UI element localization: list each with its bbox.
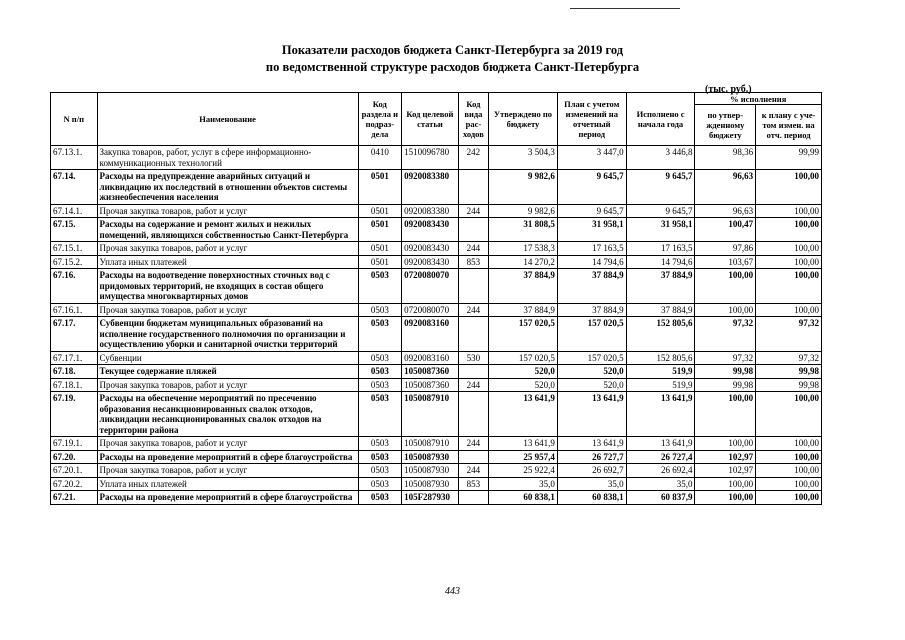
row-pct-plan: 100,00 [756,491,822,505]
row-pct-plan: 97,32 [756,317,822,352]
row-name: Прочая закупка товаров, работ и услуг [97,464,358,478]
row-pct-approved: 100,47 [695,218,756,242]
table-row [51,378,822,392]
row-executed: 9 645,7 [626,204,695,218]
top-rule [570,8,680,9]
row-approved: 60 838,1 [489,491,558,505]
row-pct-plan: 100,00 [756,450,822,464]
row-approved: 3 504,3 [489,146,558,170]
row-pct-plan: 100,00 [756,255,822,269]
row-pct-approved: 97,32 [695,351,756,365]
row-target: 0920083380 [402,204,459,218]
row-target: 0920083430 [402,255,459,269]
row-approved: 9 982,6 [489,204,558,218]
row-pct-plan: 97,32 [756,351,822,365]
row-num: 67.17. [51,317,98,352]
row-pct-approved: 100,00 [695,491,756,505]
row-section: 0410 [358,146,402,170]
row-executed: 37 884,9 [626,269,695,304]
row-plan: 13 641,9 [557,437,626,451]
row-target: 105F287930 [402,491,459,505]
row-target: 0920083430 [402,242,459,256]
row-name: Прочая закупка товаров, работ и услуг [97,378,358,392]
header-name: Наименование [97,93,358,146]
row-pct-plan: 100,00 [756,437,822,451]
row-plan: 13 641,9 [557,392,626,437]
row-pct-approved: 96,63 [695,204,756,218]
row-plan: 37 884,9 [557,269,626,304]
row-num: 67.14. [51,170,98,205]
table-row [51,450,822,464]
row-target: 1050087360 [402,365,459,379]
row-plan: 9 645,7 [557,170,626,205]
row-executed: 9 645,7 [626,170,695,205]
row-num: 67.15. [51,218,98,242]
row-name: Прочая закупка товаров, работ и услуг [97,204,358,218]
row-approved: 37 884,9 [489,269,558,304]
row-type [458,269,488,304]
row-name: Уплата иных платежей [97,477,358,491]
header-num: N п/п [51,93,98,146]
table-row [51,392,822,437]
row-section: 0503 [358,378,402,392]
row-target: 1510096780 [402,146,459,170]
row-pct-approved: 99,98 [695,365,756,379]
row-type: 530 [458,351,488,365]
row-section: 0503 [358,437,402,451]
row-plan: 60 838,1 [557,491,626,505]
header-type: Код вида рас-ходов [458,93,488,146]
table-row [51,464,822,478]
row-num: 67.20.2. [51,477,98,491]
row-section: 0501 [358,218,402,242]
table-row [51,242,822,256]
row-section: 0501 [358,242,402,256]
budget-table [50,92,822,505]
row-pct-plan: 100,00 [756,242,822,256]
table-row [51,146,822,170]
row-type: 244 [458,242,488,256]
row-section: 0503 [358,269,402,304]
row-executed: 35,0 [626,477,695,491]
row-pct-approved: 103,67 [695,255,756,269]
page-title [0,42,905,76]
row-section: 0503 [358,491,402,505]
row-target: 1050087910 [402,437,459,451]
row-approved: 37 884,9 [489,303,558,317]
row-section: 0503 [358,392,402,437]
row-name: Прочая закупка товаров, работ и услуг [97,242,358,256]
row-executed: 37 884,9 [626,303,695,317]
row-approved: 157 020,5 [489,317,558,352]
row-section: 0501 [358,170,402,205]
row-pct-plan: 100,00 [756,204,822,218]
table-row [51,365,822,379]
row-approved: 13 641,9 [489,392,558,437]
row-approved: 14 270,2 [489,255,558,269]
row-num: 67.16. [51,269,98,304]
row-section: 0503 [358,464,402,478]
row-pct-approved: 102,97 [695,464,756,478]
row-section: 0501 [358,204,402,218]
row-target: 1050087910 [402,392,459,437]
header-target: Код целевой статьи [402,93,459,146]
row-executed: 13 641,9 [626,437,695,451]
row-type [458,365,488,379]
row-name: Текущее содержание пляжей [97,365,358,379]
row-num: 67.15.1. [51,242,98,256]
row-executed: 14 794,6 [626,255,695,269]
row-num: 67.14.1. [51,204,98,218]
row-plan: 157 020,5 [557,317,626,352]
row-name: Расходы на предупреждение аварийных ситуаций и ликвидацию их последствий в отношении объектов системы жизнеобеспечения населения [97,170,358,205]
title-line-2: по ведомственной структуре расходов бюджета Санкт-Петербурга [265,60,640,74]
row-num: 67.17.1. [51,351,98,365]
header-pct-approved: по утвер-жденному бюджету [695,105,756,146]
row-approved: 13 641,9 [489,437,558,451]
row-pct-plan: 100,00 [756,269,822,304]
row-num: 67.20. [51,450,98,464]
row-plan: 520,0 [557,365,626,379]
row-plan: 3 447,0 [557,146,626,170]
row-pct-plan: 100,00 [756,464,822,478]
table-row [51,491,822,505]
row-num: 67.21. [51,491,98,505]
row-executed: 26 727,4 [626,450,695,464]
row-pct-approved: 98,36 [695,146,756,170]
row-pct-approved: 100,00 [695,303,756,317]
units-label: (тыс. руб.) [705,84,752,95]
row-target: 1050087930 [402,477,459,491]
row-executed: 17 163,5 [626,242,695,256]
row-num: 67.16.1. [51,303,98,317]
row-executed: 13 641,9 [626,392,695,437]
row-type [458,392,488,437]
row-name: Расходы на водоотведение поверхностных сточных вод с придомовых территорий, не входящих в состав общего имущества многоквартирных домов [97,269,358,304]
row-approved: 35,0 [489,477,558,491]
table-row [51,303,822,317]
row-name: Расходы на обеспечение мероприятий по пресечению образования несанкционированных свалок отходов, ликвидации несанкционированных свалок отходов на территории района [97,392,358,437]
row-num: 67.13.1. [51,146,98,170]
row-num: 67.18.1. [51,378,98,392]
row-type: 242 [458,146,488,170]
row-target: 0920083160 [402,351,459,365]
row-name: Субвенции бюджетам муниципальных образований на исполнение государственного полномочия по организации и осуществлению уборки и санитарной очистки территорий [97,317,358,352]
row-plan: 14 794,6 [557,255,626,269]
row-num: 67.18. [51,365,98,379]
row-target: 0920083430 [402,218,459,242]
row-plan: 520,0 [557,378,626,392]
row-plan: 26 692,7 [557,464,626,478]
row-plan: 26 727,7 [557,450,626,464]
row-approved: 25 922,4 [489,464,558,478]
row-section: 0503 [358,351,402,365]
row-type [458,450,488,464]
row-pct-plan: 100,00 [756,477,822,491]
row-type [458,317,488,352]
header-section: Код раздела и подраз-дела [358,93,402,146]
row-approved: 17 538,3 [489,242,558,256]
row-pct-approved: 97,86 [695,242,756,256]
row-pct-approved: 96,63 [695,170,756,205]
row-pct-approved: 100,00 [695,269,756,304]
row-target: 1050087930 [402,464,459,478]
row-num: 67.15.2. [51,255,98,269]
row-name: Расходы на содержание и ремонт жилых и нежилых помещений, являющихся собственностью Санкт-Петербурга [97,218,358,242]
row-num: 67.19. [51,392,98,437]
row-pct-plan: 100,00 [756,392,822,437]
row-num: 67.19.1. [51,437,98,451]
row-executed: 60 837,9 [626,491,695,505]
row-num: 67.20.1. [51,464,98,478]
header-pct-plan: к плану с уче-том измен. на отч. период [756,105,822,146]
row-pct-plan: 100,00 [756,303,822,317]
row-pct-approved: 99,98 [695,378,756,392]
table-row [51,437,822,451]
row-pct-plan: 100,00 [756,218,822,242]
table-body [51,146,822,505]
row-name: Расходы на проведение мероприятий в сфере благоустройства [97,491,358,505]
row-pct-plan: 99,99 [756,146,822,170]
row-type: 244 [458,378,488,392]
row-target: 0720080070 [402,303,459,317]
row-type: 244 [458,303,488,317]
row-pct-plan: 99,98 [756,365,822,379]
row-pct-plan: 100,00 [756,170,822,205]
row-type: 853 [458,255,488,269]
row-name: Расходы на проведение мероприятий в сфере благоустройства [97,450,358,464]
row-name: Прочая закупка товаров, работ и услуг [97,303,358,317]
row-type: 244 [458,204,488,218]
row-pct-approved: 100,00 [695,437,756,451]
row-type: 853 [458,477,488,491]
row-section: 0503 [358,365,402,379]
row-section: 0501 [358,255,402,269]
row-type: 244 [458,437,488,451]
row-pct-approved: 100,00 [695,477,756,491]
table-row [51,317,822,352]
row-plan: 17 163,5 [557,242,626,256]
row-approved: 25 957,4 [489,450,558,464]
table-row [51,204,822,218]
row-name: Закупка товаров, работ, услуг в сфере информационно-коммуникационных технологий [97,146,358,170]
table-row [51,269,822,304]
row-type [458,170,488,205]
row-section: 0503 [358,317,402,352]
row-section: 0503 [358,303,402,317]
row-approved: 520,0 [489,365,558,379]
table-row [51,255,822,269]
table-row [51,351,822,365]
row-section: 0503 [358,450,402,464]
row-name: Прочая закупка товаров, работ и услуг [97,437,358,451]
row-pct-plan: 99,98 [756,378,822,392]
page-number: 443 [445,586,460,597]
row-executed: 519,9 [626,378,695,392]
header-approved: Утверждено по бюджету [489,93,558,146]
header-pct-group: % исполнения [695,93,822,105]
row-approved: 31 808,5 [489,218,558,242]
row-section: 0503 [358,477,402,491]
header-executed: Исполнено с начала года [626,93,695,146]
row-pct-approved: 97,32 [695,317,756,352]
row-plan: 157 020,5 [557,351,626,365]
row-executed: 3 446,8 [626,146,695,170]
row-name: Уплата иных платежей [97,255,358,269]
row-target: 1050087930 [402,450,459,464]
row-target: 0720080070 [402,269,459,304]
row-approved: 157 020,5 [489,351,558,365]
row-executed: 152 805,6 [626,351,695,365]
row-plan: 35,0 [557,477,626,491]
row-target: 0920083380 [402,170,459,205]
row-type [458,218,488,242]
row-pct-approved: 100,00 [695,392,756,437]
row-target: 0920083160 [402,317,459,352]
row-target: 1050087360 [402,378,459,392]
row-executed: 26 692,4 [626,464,695,478]
table-row [51,170,822,205]
row-name: Субвенции [97,351,358,365]
row-plan: 9 645,7 [557,204,626,218]
row-plan: 31 958,1 [557,218,626,242]
row-plan: 37 884,9 [557,303,626,317]
table-row [51,477,822,491]
row-approved: 9 982,6 [489,170,558,205]
row-pct-approved: 102,97 [695,450,756,464]
title-line-1: Показатели расходов бюджета Санкт-Петербурга за 2019 год [281,43,624,57]
row-executed: 152 805,6 [626,317,695,352]
row-approved: 520,0 [489,378,558,392]
row-executed: 31 958,1 [626,218,695,242]
row-type [458,491,488,505]
header-plan: План с учетом изменений на отчетный период [557,93,626,146]
row-type: 244 [458,464,488,478]
table-row [51,218,822,242]
row-executed: 519,9 [626,365,695,379]
